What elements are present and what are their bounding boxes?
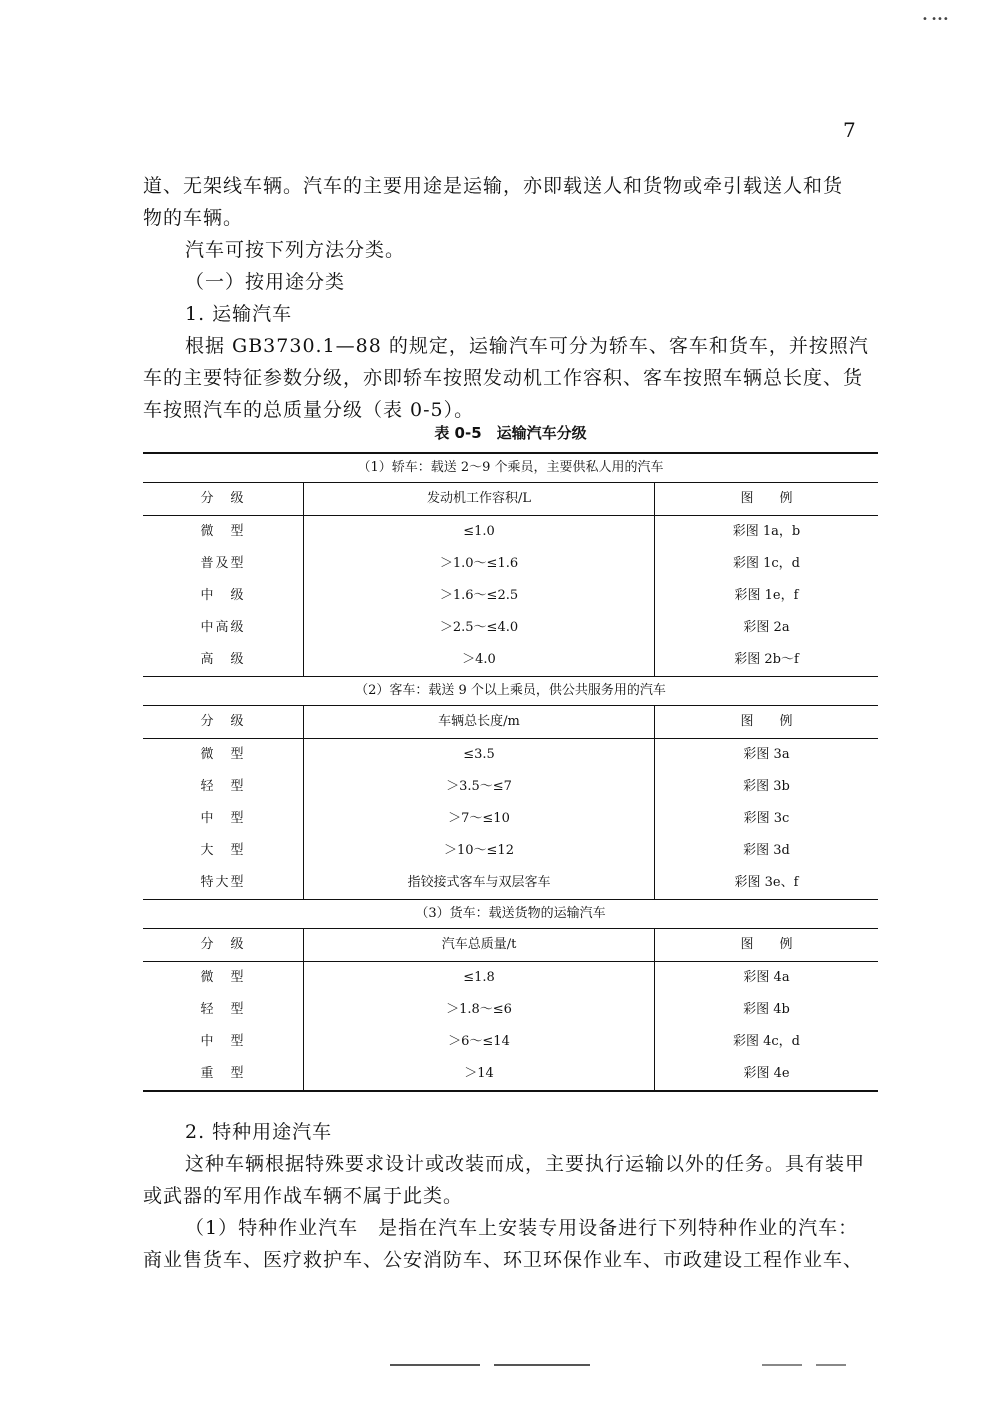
table-row: [143, 516, 878, 548]
table-cell: ＞7～≤10: [304, 803, 655, 835]
intro-line-3: 汽车可按下列方法分类。: [185, 239, 406, 261]
table-row: [143, 580, 878, 612]
table-header-row: [143, 706, 878, 739]
scan-mark-4: [816, 1364, 846, 1366]
scan-mark-2: [494, 1364, 590, 1366]
table-cell: ＞1.8～≤6: [304, 994, 655, 1026]
table-cell: 彩图 3b: [743, 779, 790, 794]
table-header-cell: 图 例: [740, 491, 793, 506]
table-cell: 彩图 4a: [743, 970, 790, 985]
intro-line-1: 道、无架线车辆。汽车的主要用途是运输，亦即载送人和货物或牵引载送人和货: [143, 175, 844, 197]
table-cell: 彩图 2a: [743, 620, 790, 635]
table-cell: 微 型: [143, 962, 304, 994]
table-cell: 彩图 1a，b: [732, 524, 801, 539]
table-header-cell: 汽车总质量/t: [304, 929, 655, 961]
table-section-title: （2）客车：载送 9 个以上乘员，供公共服务用的汽车: [143, 677, 878, 706]
paragraph-special-vehicles: 这种车辆根据特殊要求设计或改装而成，主要执行运输以外的任务。具有装甲或武器的军用作战车辆不属于此类。: [143, 1153, 866, 1207]
table-row: [143, 739, 878, 771]
table-header-cell: 分 级: [143, 929, 304, 961]
scan-mark-1: [390, 1364, 480, 1366]
table-section: [143, 454, 878, 677]
table-section: [143, 900, 878, 1090]
table-row: [143, 1058, 878, 1090]
table-row: [143, 803, 878, 835]
subheading-special-purpose: 2. 特种用途汽车: [185, 1121, 333, 1143]
table-row: [143, 835, 878, 867]
table-cell: 高 级: [143, 644, 304, 676]
paragraph-special-operation: （1）特种作业汽车 是指在汽车上安装专用设备进行下列特种作业的汽车：商业售货车、医疗救护车、公安消防车、环卫环保作业车、市政建设工程作业车、: [143, 1217, 864, 1271]
table-cell: 中 型: [143, 1026, 304, 1058]
table-cell: 中高级: [143, 612, 304, 644]
table-row: [143, 548, 878, 580]
table-cell: ＞2.5～≤4.0: [304, 612, 655, 644]
table-cell: 轻 型: [143, 771, 304, 803]
table-cell: 彩图 3c: [743, 811, 790, 826]
table-section: [143, 677, 878, 900]
table-row: [143, 994, 878, 1026]
table-cell: 中 级: [143, 580, 304, 612]
table-cell: 彩图 3a: [743, 747, 790, 762]
table-cell: ＞10～≤12: [304, 835, 655, 867]
table-cell: 轻 型: [143, 994, 304, 1026]
table-header-cell: 车辆总长度/m: [304, 706, 655, 738]
table-cell: 重 型: [143, 1058, 304, 1090]
table-cell: 大 型: [143, 835, 304, 867]
vehicle-classification-table: [143, 452, 878, 1092]
table-cell: 彩图 4e: [743, 1066, 790, 1081]
table-cell: ≤1.8: [304, 962, 655, 994]
table-section-title: （3）货车：载送货物的运输汽车: [143, 900, 878, 929]
intro-line-2: 物的车辆。: [143, 207, 244, 229]
table-cell: ＞6～≤14: [304, 1026, 655, 1058]
table-header-cell: 发动机工作容积/L: [304, 483, 655, 515]
table-cell: 普及型: [143, 548, 304, 580]
table-cell: ＞4.0: [304, 644, 655, 676]
table-cell: ＞1.6～≤2.5: [304, 580, 655, 612]
table-row: [143, 867, 878, 900]
paragraph-gb3730: 根据 GB3730.1—88 的规定，运输汽车可分为轿车、客车和货车，并按照汽车的主要特征参数分级，亦即轿车按照发动机工作容积、客车按照车辆总长度、货车按照汽车的总质量分级（表 0-5）。: [143, 335, 869, 421]
page-number: 7: [843, 118, 856, 142]
table-cell: ≤3.5: [304, 739, 655, 771]
table-cell: ＞1.0～≤1.6: [304, 548, 655, 580]
table-cell: 彩图 2b～f: [734, 652, 799, 667]
table-header-row: [143, 483, 878, 516]
table-cell: 特大型: [143, 867, 304, 899]
table-header-cell: 图 例: [740, 714, 793, 729]
table-cell: 中 型: [143, 803, 304, 835]
scan-mark-3: [762, 1364, 802, 1366]
table-row: [143, 612, 878, 644]
scan-dots-top: • •••: [922, 14, 949, 25]
table-cell: ＞14: [304, 1058, 655, 1090]
table-header-cell: 分 级: [143, 483, 304, 515]
table-cell: 微 型: [143, 516, 304, 548]
table-cell: ＞3.5～≤7: [304, 771, 655, 803]
table-header-cell: 图 例: [740, 937, 793, 952]
table-cell: 彩图 1c，d: [732, 556, 800, 571]
table-cell: 彩图 1e，f: [734, 588, 799, 603]
table-header-cell: 分 级: [143, 706, 304, 738]
subheading-transport: 1. 运输汽车: [185, 303, 293, 325]
table-section-title: （1）轿车：载送 2～9 个乘员，主要供私人用的汽车: [143, 454, 878, 483]
table-caption: 表 0-5 运输汽车分级: [434, 424, 587, 442]
table-cell: 彩图 4c，d: [732, 1034, 800, 1049]
table-row: [143, 644, 878, 677]
table-cell: 彩图 3d: [743, 843, 790, 858]
table-row: [143, 771, 878, 803]
table-row: [143, 1026, 878, 1058]
table-cell: 彩图 4b: [743, 1002, 790, 1017]
section-heading-1: （一）按用途分类: [185, 271, 346, 293]
table-cell: 微 型: [143, 739, 304, 771]
table-cell: 指铰接式客车与双层客车: [304, 867, 655, 899]
table-cell: ≤1.0: [304, 516, 655, 548]
table-cell: 彩图 3e、f: [734, 875, 799, 890]
table-row: [143, 962, 878, 994]
table-header-row: [143, 929, 878, 962]
